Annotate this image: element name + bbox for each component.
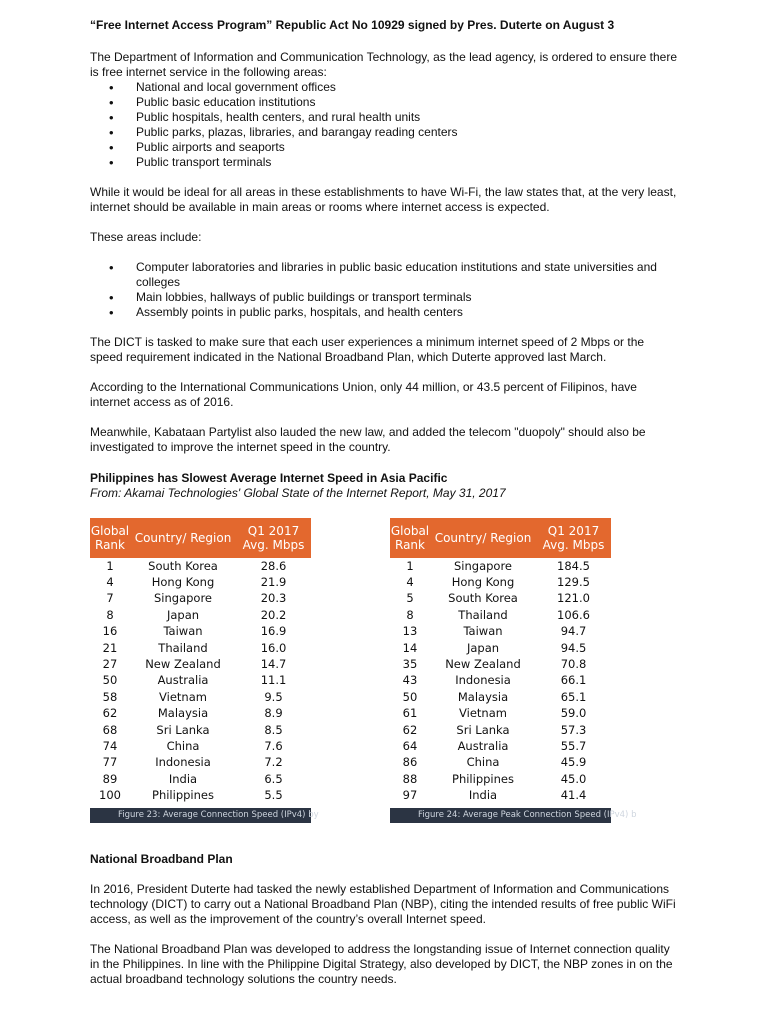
column-header: Country/ Region [434,531,532,545]
table-cell: India [468,788,498,803]
table-cell: Hong Kong [451,575,515,590]
table-cell: 129.5 [557,575,590,590]
table-cell: 14.7 [260,657,287,672]
table-source: From: Akamai Technologies' Global State of the Internet Report, May 31, 2017 [90,486,506,500]
table-cell: 27 [102,657,118,672]
table-cell: Sri Lanka [456,722,510,737]
table-row [90,558,311,574]
table-row [90,607,311,623]
table-row [90,787,311,803]
table-row [90,706,311,722]
table-row [390,624,611,640]
table-cell: 7.6 [264,738,283,753]
table-cell: 88 [402,771,418,786]
table-cell: 21.9 [260,575,287,590]
list-item: • Public basic education institutions [136,95,680,110]
table-cell: 94.5 [560,640,587,655]
table-cell: 1 [106,558,114,573]
table-cell: 20.3 [260,591,287,606]
table-cell: 58 [102,689,118,704]
table-row [390,607,611,623]
table-row [390,574,611,590]
table-cell: 21 [102,640,118,655]
table-cell: 7 [106,591,114,606]
table-cell: 55.7 [560,738,587,753]
table-cell: 1 [406,558,414,573]
table-row [90,640,311,656]
table-row [390,640,611,656]
table-cell: Japan [166,607,200,622]
peak-speed-table [390,518,637,823]
table-cell: South Korea [448,591,518,606]
column-header: Global Rank [390,524,430,552]
table-cell: 59.0 [560,706,587,721]
column-header: Global Rank [90,524,130,552]
list-item: • Public parks, plazas, libraries, and barangay reading centers [136,125,680,140]
table-cell: 6.5 [264,771,283,786]
table-row [390,771,611,787]
table-row [90,673,311,689]
table-cell: 16 [102,624,118,639]
table-cell: 43 [402,673,418,688]
table-row [390,673,611,689]
table-row [90,689,311,705]
table-cell: Sri Lanka [156,722,210,737]
table-row [90,755,311,771]
table-cell: 4 [106,575,114,590]
table-cell: Taiwan [463,624,503,639]
table-cell: 50 [402,689,418,704]
table-heading: Philippines has Slowest Average Internet Speed in Asia Pacific [90,471,448,485]
table-cell: 70.8 [560,657,587,672]
table-cell: 86 [402,755,418,770]
table-cell: Vietnam [159,689,207,704]
intro-paragraph: The Department of Information and Communication Technology, as the lead agency, is ordered to ensure there is free internet service in the following areas: [90,50,678,79]
table-cell: Singapore [153,591,213,606]
areas-list [90,80,680,170]
table-caption: Figure 23: Average Connection Speed (IPv4) by [90,808,311,823]
table-cell: 8 [106,607,114,622]
table-cell: Australia [157,673,209,688]
table-cell: 41.4 [560,788,587,803]
table-row [90,591,311,607]
table-cell: 77 [102,755,118,770]
table-cell: 106.6 [557,607,590,622]
table-cell: Malaysia [457,689,509,704]
table-cell: 100 [99,788,121,803]
table-cell: 20.2 [260,607,287,622]
list-item: • Public hospitals, health centers, and rural health units [136,110,680,125]
table-row [90,738,311,754]
table-cell: 8 [406,607,414,622]
table-cell: Taiwan [163,624,203,639]
table-cell: China [466,755,500,770]
table-cell: China [166,738,200,753]
table-cell: New Zealand [445,657,521,672]
table-cell: 50 [102,673,118,688]
table-row [90,656,311,672]
table-cell: Thailand [458,607,508,622]
table-cell: India [168,771,198,786]
table-cell: 97 [402,788,418,803]
table-cell: 121.0 [557,591,590,606]
table-cell: New Zealand [145,657,221,672]
document-body [90,18,680,501]
table-cell: Australia [457,738,509,753]
speed-paragraph: The DICT is tasked to make sure that each user experiences a minimum internet speed of 2 Mbps or the speed requirement indicated in the National Broadband Plan, which Duterte approved last March. [90,335,645,364]
itu-paragraph: According to the International Communications Union, only 44 million, or 43.5 percent of Filipinos, have internet access as of 2016. [90,380,637,409]
column-header: Q1 2017 Avg. Mbps [542,524,605,552]
table-cell: 45.9 [560,755,587,770]
table-row [90,574,311,590]
table-cell: 62 [402,722,418,737]
table-cell: Vietnam [459,706,507,721]
document-title: “Free Internet Access Program” Republic Act No 10929 signed by Pres. Duterte on August 3 [90,18,615,32]
table-cell: Indonesia [455,673,511,688]
table-row [390,755,611,771]
table-cell: 64 [402,738,418,753]
these-areas-label: These areas include: [90,230,202,244]
table-cell: 68 [102,722,118,737]
table-cell: 94.7 [560,624,587,639]
table-row [390,591,611,607]
table-header [390,518,611,558]
table-cell: 45.0 [560,771,587,786]
table-cell: South Korea [148,558,218,573]
table-cell: Thailand [158,640,208,655]
list-item: • Main lobbies, hallways of public buildings or transport terminals [136,290,680,305]
table-cell: 5.5 [264,788,283,803]
list-item: • Computer laboratories and libraries in public basic education institutions and state universities and colleges [136,260,680,290]
table-row [390,787,611,803]
table-row [390,722,611,738]
kabataan-paragraph: Meanwhile, Kabataan Partylist also lauded the new law, and added the telecom "duopoly" should also be investigated to improve the internet speed in the country. [90,425,646,454]
table-row [90,624,311,640]
table-cell: Malaysia [157,706,209,721]
table-cell: Philippines [452,771,514,786]
table-cell: 7.2 [264,755,283,770]
table-cell: 89 [102,771,118,786]
table-cell: Japan [466,640,500,655]
table-row [90,722,311,738]
table-header [90,518,311,558]
table-cell: 28.6 [260,558,287,573]
list-item: • Public airports and seaports [136,140,680,155]
table-cell: 61 [402,706,418,721]
table-row [390,689,611,705]
column-header: Country/ Region [134,531,232,545]
table-row [390,738,611,754]
list-item: • Assembly points in public parks, hospitals, and health centers [136,305,680,320]
wifi-paragraph: While it would be ideal for all areas in these establishments to have Wi-Fi, the law states that, at the very least, internet should be available in main areas or rooms where internet access is expected. [90,185,677,214]
table-cell: 11.1 [260,673,287,688]
table-cell: 9.5 [264,689,283,704]
table-cell: 65.1 [560,689,587,704]
nbp-paragraph-2: The National Broadband Plan was developed to address the longstanding issue of Internet connection quality in the Philippines. In line with the Philippine Digital Strategy, also developed by DICT, the NBP zones in on the actual broadband technology solutions the country needs. [90,942,673,986]
table-cell: 8.5 [264,722,283,737]
table-cell: 8.9 [264,706,283,721]
table-cell: 62 [102,706,118,721]
list-item: • Public transport terminals [136,155,680,170]
list-item: • National and local government offices [136,80,680,95]
nbp-heading: National Broadband Plan [90,852,233,866]
table-caption: Figure 24: Average Peak Connection Speed (IPv4) b [390,808,611,823]
table-row [390,558,611,574]
speed-tables [90,518,730,828]
nbp-paragraph-1: In 2016, President Duterte had tasked the newly established Department of Information and Communications technology (DICT) to carry out a National Broadband Plan (NBP), citing the intended results of free public WiFi access, as well as the improvement of the country’s overall Internet speed. [90,882,676,926]
broadband-section [90,852,680,987]
table-cell: 14 [402,640,418,655]
table-cell: 13 [402,624,418,639]
column-header: Q1 2017 Avg. Mbps [242,524,305,552]
table-cell: 16.0 [260,640,287,655]
table-cell: 35 [402,657,418,672]
table-cell: Singapore [453,558,513,573]
table-cell: 4 [406,575,414,590]
table-cell: 74 [102,738,118,753]
table-cell: 184.5 [557,558,590,573]
table-cell: 66.1 [560,673,587,688]
table-cell: 16.9 [260,624,287,639]
table-cell: Indonesia [155,755,211,770]
table-row [90,771,311,787]
table-row [390,706,611,722]
table-row [390,656,611,672]
avg-speed-table [90,518,319,823]
table-cell: Hong Kong [151,575,215,590]
table-cell: Philippines [152,788,214,803]
table-cell: 5 [406,591,414,606]
main-areas-list [90,260,680,320]
table-cell: 57.3 [560,722,587,737]
